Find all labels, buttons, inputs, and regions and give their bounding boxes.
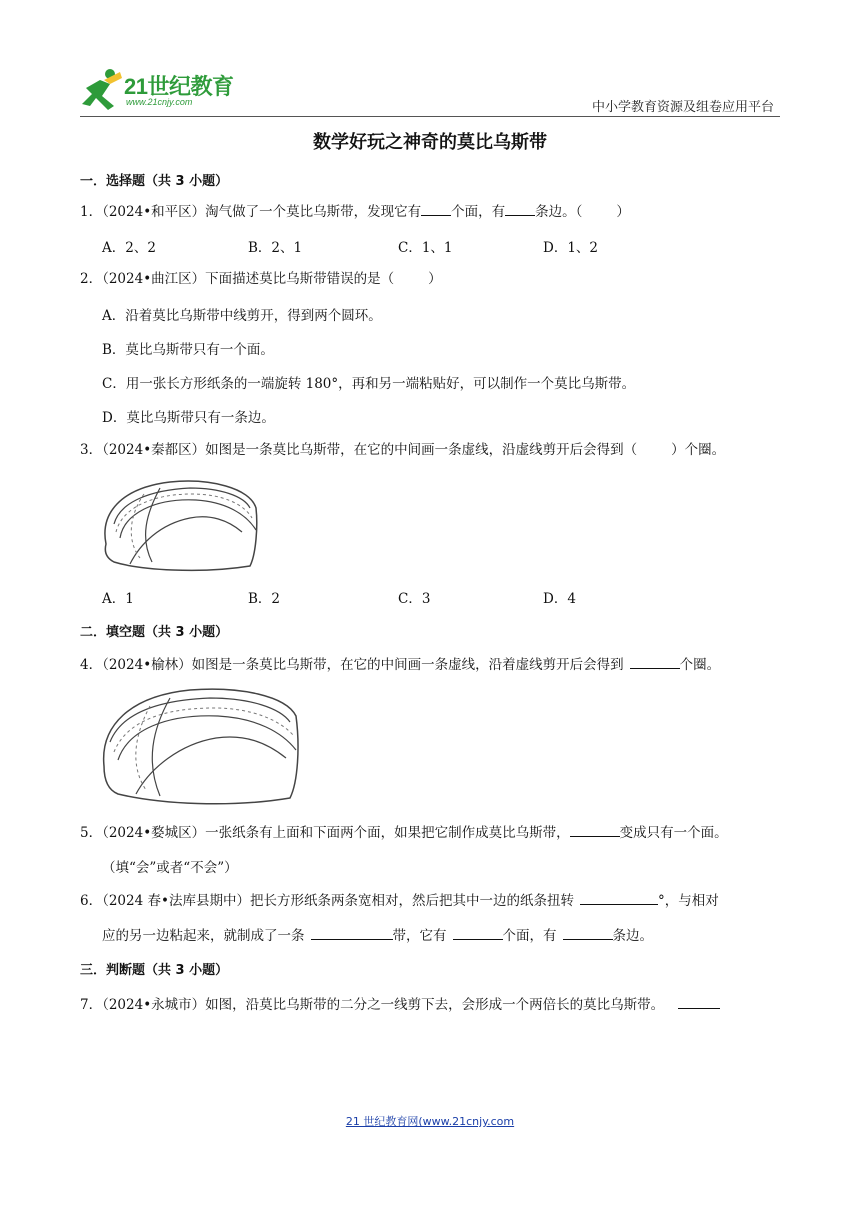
q2-stem: 2．（2024•曲江区）下面描述莫比乌斯带错误的是（ [80, 271, 395, 287]
question-5 [80, 822, 780, 843]
q1-suffix: 条边。（ [535, 204, 583, 220]
question-2 [80, 269, 780, 289]
question-4 [80, 654, 780, 675]
question-6 [80, 890, 780, 911]
q3-option-c[interactable]: C．3 [398, 591, 431, 607]
q6-blank-edges[interactable] [563, 925, 613, 940]
q3-option-d[interactable]: D．4 [543, 591, 576, 607]
q3-option-a[interactable]: A．1 [102, 591, 134, 607]
question-3 [80, 440, 780, 460]
q6-line2-c: 个面，有 [502, 928, 557, 944]
q4-stem: 4．（2024•榆林）如图是一条莫比乌斯带，在它的中间画一条虚线，沿着虚线剪开后会得到 [80, 657, 624, 673]
q2-close: ） [428, 271, 442, 287]
logo-url: www.21cnjy.com [126, 97, 193, 107]
q5-stem: 5．（2024•婺城区）一张纸条有上面和下面两个面，如果把它制作成莫比乌斯带， [80, 825, 570, 841]
mobius-strip-figure [100, 474, 260, 574]
q7-stem: 7．（2024•永城市）如图，沿莫比乌斯带的二分之一线剪下去，会形成一个两倍长的莫比乌斯带。 [80, 997, 665, 1013]
logo-text: 21世纪教育 [124, 74, 234, 99]
q6-blank-name[interactable] [311, 925, 393, 940]
header-divider [80, 116, 780, 117]
page-title: 数学好玩之神奇的莫比乌斯带 [313, 132, 547, 153]
q6-stem: 6．（2024 春•法库县期中）把长方形纸条两条宽相对，然后把其中一边的纸条扭转 [80, 893, 574, 909]
q5-suffix: 变成只有一个面。 [619, 825, 728, 841]
q1-blank-1[interactable] [421, 201, 451, 216]
q2-option-d[interactable]: D．莫比乌斯带只有一条边。 [102, 410, 275, 426]
q5-blank[interactable] [570, 822, 620, 837]
q4-blank[interactable] [630, 654, 680, 669]
q1-option-d[interactable]: D．1、2 [543, 240, 599, 256]
mobius-strip-figure-2 [100, 686, 300, 808]
q1-stem: 1．（2024•和平区）淘气做了一个莫比乌斯带，发现它有 [80, 204, 422, 220]
question-1 [80, 201, 780, 222]
q6-blank-degree[interactable] [580, 890, 658, 905]
q2-option-b[interactable]: B．莫比乌斯带只有一个面。 [102, 342, 274, 358]
logo [80, 66, 250, 116]
section-heading-fill: 二．填空题（共 3 小题） [80, 625, 229, 640]
q2-option-a[interactable]: A．沿着莫比乌斯带中线剪开，得到两个圆环。 [102, 308, 382, 324]
q4-suffix: 个圈。 [679, 657, 721, 673]
q2-option-c[interactable]: C．用一张长方形纸条的一端旋转 180°，再和另一端粘贴好，可以制作一个莫比乌斯带。 [102, 376, 636, 392]
q7-blank[interactable] [678, 994, 720, 1009]
q6-line2-d: 条边。 [612, 928, 653, 944]
q1-mid: 个面，有 [451, 204, 506, 220]
section-heading-choice: 一．选择题（共 3 小题） [80, 174, 229, 189]
question-7 [80, 994, 780, 1015]
q1-option-a[interactable]: A．2、2 [102, 240, 156, 256]
q1-option-b[interactable]: B．2、1 [248, 240, 303, 256]
q3-option-b[interactable]: B．2 [248, 591, 281, 607]
platform-name: 中小学教育资源及组卷应用平台 [591, 100, 774, 115]
runner-logo-icon [80, 66, 124, 112]
q6-degree-suffix: °，与相对 [657, 893, 719, 909]
q1-blank-2[interactable] [505, 201, 535, 216]
footer [0, 1113, 860, 1129]
q1-close: ） [616, 204, 630, 220]
q3-stem: 3．（2024•秦都区）如图是一条莫比乌斯带，在它的中间画一条虚线，沿虚线剪开后会得到（ [80, 442, 638, 458]
q6-line2-a: 应的另一边粘起来，就制成了一条 [102, 928, 305, 944]
q3-close: ）个圈。 [671, 442, 726, 458]
section-heading-judge: 三．判断题（共 3 小题） [80, 963, 229, 978]
q5-hint: （填“会”或者“不会”） [102, 860, 238, 876]
q6-blank-faces[interactable] [453, 925, 503, 940]
question-6-line-2 [102, 925, 780, 946]
q1-option-c[interactable]: C．1、1 [398, 240, 453, 256]
footer-link[interactable]: 21 世纪教育网(www.21cnjy.com [345, 1115, 515, 1128]
q6-line2-b: 带，它有 [392, 928, 447, 944]
